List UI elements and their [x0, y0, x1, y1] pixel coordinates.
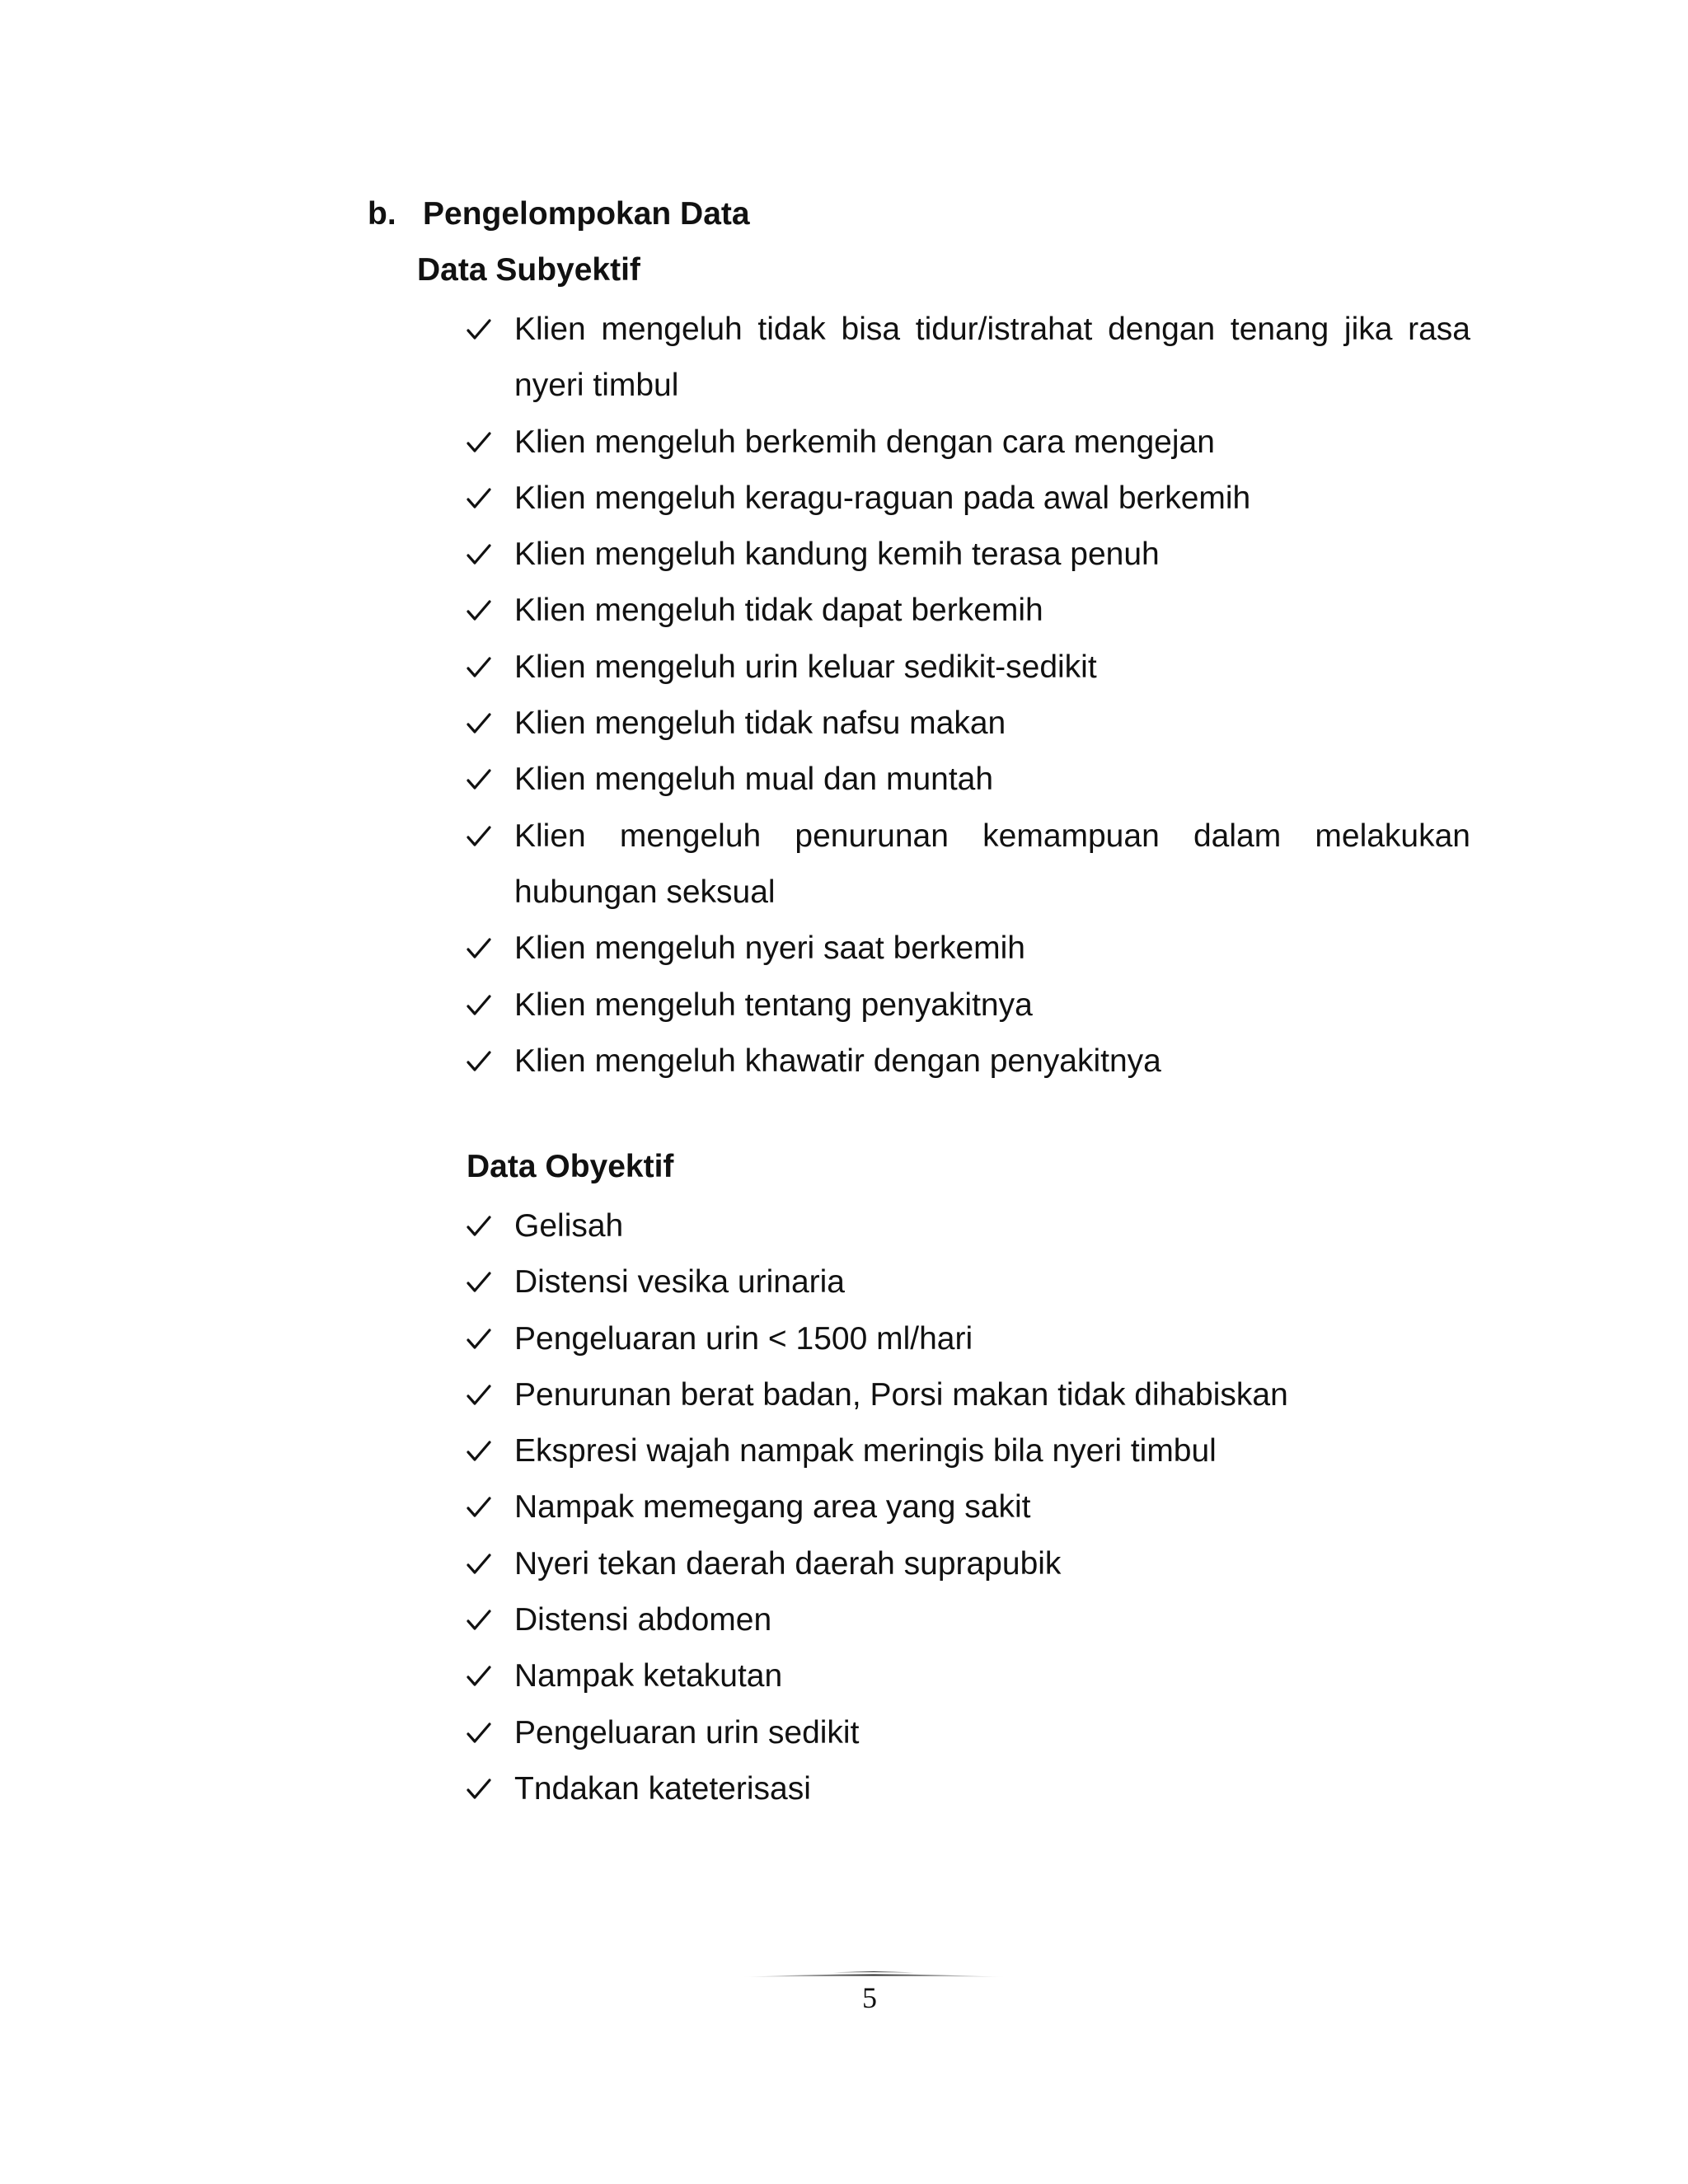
- checklist-item: [467, 1254, 1470, 1310]
- checklist-item: [467, 583, 1470, 639]
- checklist-item-text: Klien mengeluh tidak dapat berkemih: [514, 593, 1043, 629]
- checklist-item-text: Klien mengeluh kandung kemih terasa penuh: [514, 537, 1160, 573]
- checklist-item: [467, 977, 1470, 1033]
- checklist-item-text: Pengeluaran urin sedikit: [514, 1714, 860, 1750]
- check-mark-icon: [467, 977, 495, 1033]
- checklist-item: [467, 640, 1470, 696]
- checklist-item: [467, 1033, 1470, 1090]
- check-mark-icon: [467, 583, 495, 639]
- subjective-data-list: [467, 302, 1470, 1090]
- check-mark-icon: [467, 1536, 495, 1592]
- checklist-item: [467, 415, 1470, 471]
- checklist-item-text: Klien mengeluh tidak nafsu makan: [514, 705, 1006, 742]
- objective-data-heading: Data Obyektif: [467, 1149, 674, 1184]
- checklist-item-text: Penurunan berat badan, Porsi makan tidak dihabiskan: [514, 1376, 1288, 1413]
- check-mark-icon: [467, 1592, 495, 1648]
- page-number: 5: [862, 1981, 877, 2014]
- checklist-item: [467, 1705, 1470, 1761]
- checklist-item-text: Nampak memegang area yang sakit: [514, 1489, 1031, 1526]
- checklist-item-text: Klien mengeluh mual dan muntah: [514, 762, 994, 798]
- checklist-item-text: Tndakan kateterisasi: [514, 1770, 811, 1807]
- checklist-item-text: Distensi abdomen: [514, 1602, 772, 1638]
- checklist-item-text: Klien mengeluh nyeri saat berkemih: [514, 930, 1026, 967]
- check-mark-icon: [467, 1761, 495, 1817]
- check-mark-icon: [467, 1423, 495, 1479]
- checklist-item-text: Gelisah: [514, 1208, 624, 1244]
- check-mark-icon: [467, 752, 495, 808]
- checklist-item-text: Klien mengeluh keragu-raguan pada awal berkemih: [514, 480, 1251, 516]
- check-mark-icon: [467, 527, 495, 583]
- checklist-item-text: Klien mengeluh tentang penyakitnya: [514, 987, 1033, 1023]
- checklist-item-text: Pengeluaran urin < 1500 ml/hari: [514, 1320, 973, 1357]
- checklist-item-text: Distensi vesika urinaria: [514, 1264, 845, 1301]
- checklist-item-text: Nyeri tekan daerah daerah suprapubik: [514, 1545, 1062, 1582]
- subjective-data-heading: Data Subyektif: [417, 252, 640, 288]
- checklist-item: [467, 302, 1470, 415]
- checklist-item: [467, 752, 1470, 808]
- checklist-item: [467, 1648, 1470, 1704]
- check-mark-icon: [467, 1311, 495, 1367]
- check-mark-icon: [467, 1705, 495, 1761]
- checklist-item-text: Klien mengeluh berkemih dengan cara mengejan: [514, 424, 1215, 460]
- checklist-item-text: Klien mengeluh khawatir dengan penyakitnya: [514, 1043, 1161, 1079]
- check-mark-icon: [467, 1648, 495, 1704]
- check-mark-icon: [467, 1479, 495, 1535]
- checklist-item: [467, 1423, 1470, 1479]
- checklist-item: [467, 1198, 1470, 1254]
- checklist-item-text: Ekspresi wajah nampak meringis bila nyeri timbul: [514, 1433, 1217, 1469]
- checklist-item-text: Klien mengeluh penurunan kemampuan dalam melakukan hubungan seksual: [514, 818, 1470, 910]
- checklist-item-text: Nampak ketakutan: [514, 1658, 783, 1694]
- checklist-item: [467, 1536, 1470, 1592]
- check-mark-icon: [467, 415, 495, 471]
- checklist-item-text: Klien mengeluh tidak bisa tidur/istrahat dengan tenang jika rasa nyeri timbul: [514, 312, 1470, 404]
- checklist-item: [467, 808, 1470, 921]
- checklist-item: [467, 1592, 1470, 1648]
- section-letter: b.: [368, 196, 396, 232]
- checklist-item: [467, 1367, 1470, 1423]
- check-mark-icon: [467, 1198, 495, 1254]
- section-heading: [368, 190, 750, 239]
- checklist-item-text: Klien mengeluh urin keluar sedikit-sedikit: [514, 649, 1097, 685]
- checklist-item: [467, 1479, 1470, 1535]
- section-title: Pengelompokan Data: [423, 196, 750, 232]
- check-mark-icon: [467, 1033, 495, 1090]
- check-mark-icon: [467, 808, 495, 865]
- check-mark-icon: [467, 696, 495, 752]
- objective-data-list: [467, 1198, 1470, 1817]
- check-mark-icon: [467, 921, 495, 977]
- checklist-item: [467, 1761, 1470, 1817]
- check-mark-icon: [467, 640, 495, 696]
- checklist-item: [467, 471, 1470, 527]
- checklist-item: [467, 696, 1470, 752]
- checklist-item: [467, 921, 1470, 977]
- checklist-item: [467, 527, 1470, 583]
- check-mark-icon: [467, 471, 495, 527]
- check-mark-icon: [467, 1367, 495, 1423]
- checklist-item: [467, 1311, 1470, 1367]
- check-mark-icon: [467, 1254, 495, 1310]
- check-mark-icon: [467, 302, 495, 358]
